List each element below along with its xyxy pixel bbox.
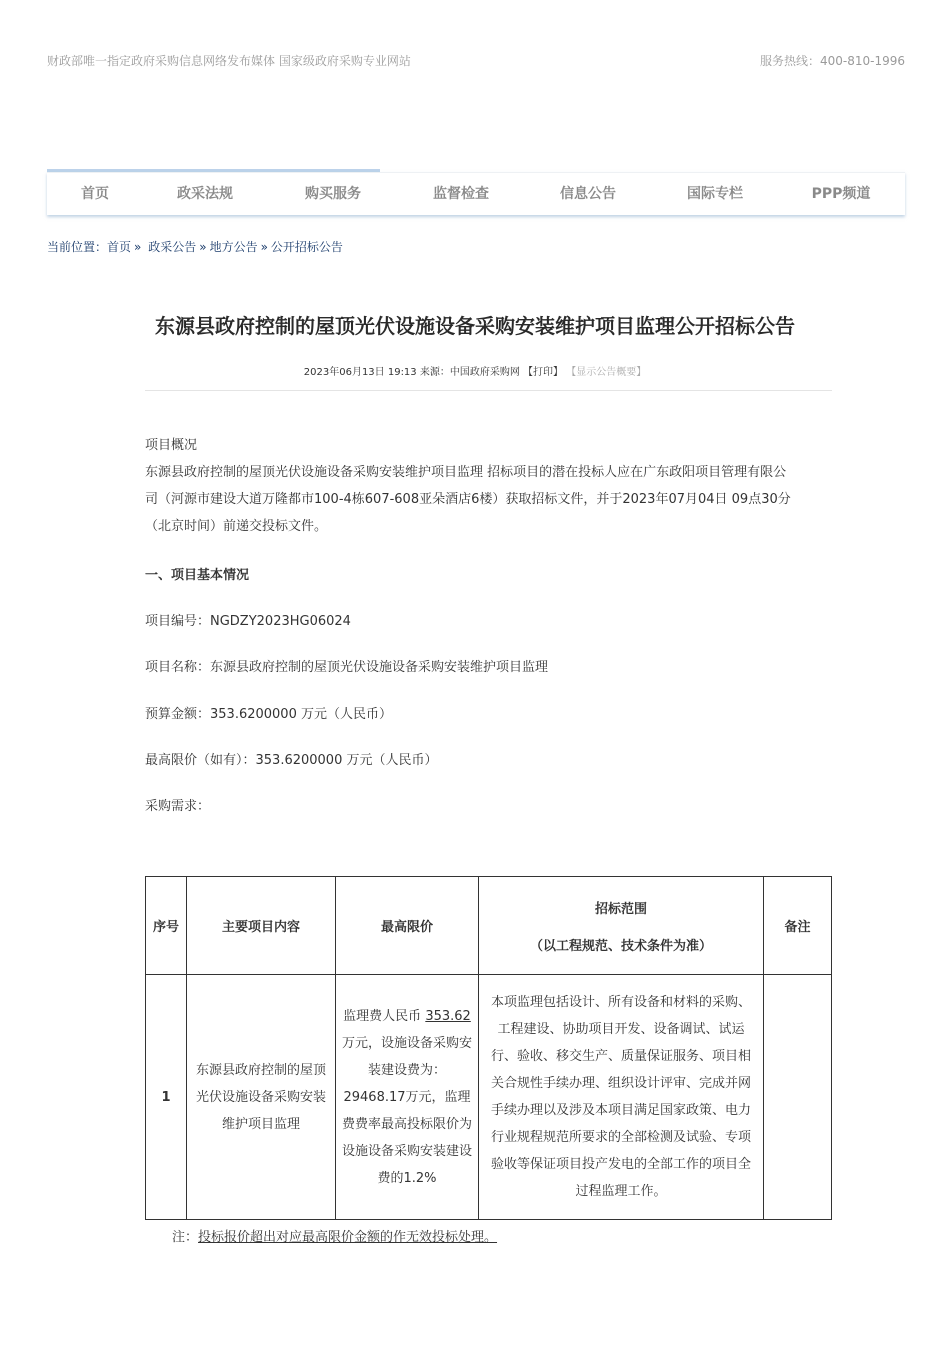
header-scope xyxy=(479,877,764,975)
cell-content-line: 东源县政府控制的屋顶 xyxy=(195,1062,326,1078)
nav-item-home[interactable]: 首页 xyxy=(81,186,109,202)
nav-item-ppp[interactable]: PPP频道 xyxy=(811,186,871,202)
project-number: 项目编号：NGDZY2023HG06024 xyxy=(145,614,351,629)
cell-scope xyxy=(479,975,764,1220)
breadcrumb xyxy=(47,238,343,255)
breadcrumb-open-tender[interactable]: 公开招标公告 xyxy=(270,240,343,254)
header-no: 序号 xyxy=(146,877,187,975)
max-price: 最高限价（如有）：353.6200000 万元（人民币） xyxy=(145,753,438,768)
cell-content xyxy=(187,975,336,1220)
cell-scope-line: 过程监理工作。 xyxy=(575,1184,667,1199)
breadcrumb-prefix: 当前位置： xyxy=(47,240,108,254)
overview-text-line: 司（河源市建设大道万隆都市100-4栋607-608亚朵酒店6楼）获取招标文件，并于2023年07月04日 09点30分 xyxy=(145,492,791,507)
main-nav xyxy=(47,172,905,215)
overview-heading: 项目概况 xyxy=(145,438,198,453)
cell-no: 1 xyxy=(146,975,187,1220)
cell-max-amount: 353.62 xyxy=(425,1008,471,1024)
breadcrumb-separator: » xyxy=(260,240,268,254)
section-heading: 一、项目基本情况 xyxy=(145,568,250,583)
nav-item-international[interactable]: 国际专栏 xyxy=(687,186,743,202)
breadcrumb-gov-announcements[interactable]: 政采公告 xyxy=(148,240,197,254)
service-hotline: 服务热线：400-810-1996 xyxy=(759,54,905,68)
cell-scope-line: 手续办理以及涉及本项目满足国家政策、电力 xyxy=(490,1103,751,1118)
overview-block xyxy=(145,432,832,540)
cell-max-line xyxy=(338,1003,476,1030)
cell-scope-line: 关合规性手续办理、组织设计评审、完成并网 xyxy=(490,1076,751,1091)
budget-amount: 预算金额：353.6200000 万元（人民币） xyxy=(145,707,392,722)
breadcrumb-local-announcements[interactable]: 地方公告 xyxy=(209,240,258,254)
header-max-price: 最高限价 xyxy=(336,877,479,975)
article-source: 来源：中国政府采购网 xyxy=(419,367,520,378)
requirements-table xyxy=(145,876,832,1220)
table-note xyxy=(172,1226,497,1245)
show-summary-link[interactable]: 【显示公告概要】 xyxy=(566,367,647,378)
note-prefix: 注： xyxy=(172,1230,199,1245)
cell-max-line: 设施设备采购安装建设 xyxy=(341,1143,472,1159)
breadcrumb-separator: » xyxy=(134,240,142,254)
procurement-demand-label: 采购需求： xyxy=(145,799,211,814)
cell-content-line: 维护项目监理 xyxy=(221,1116,300,1132)
project-name: 项目名称：东源县政府控制的屋顶光伏设施设备采购安装维护项目监理 xyxy=(145,660,549,675)
cell-remark xyxy=(764,975,832,1220)
cell-scope-line: 行、验收、移交生产、质量保证服务、项目相 xyxy=(490,1049,751,1064)
cell-scope-line: 验收等保证项目投产发电的全部工作的项目全 xyxy=(490,1157,751,1172)
header-remark: 备注 xyxy=(764,877,832,975)
cell-scope-line: 行业规程规范所要求的全部检测及试验、专项 xyxy=(490,1130,751,1145)
print-link[interactable]: 【打印】 xyxy=(523,367,564,378)
overview-text-line: 东源县政府控制的屋顶光伏设施设备采购安装维护项目监理 招标项目的潜在投标人应在广东政阳项目管理有限公 xyxy=(145,465,787,480)
header-content: 主要项目内容 xyxy=(187,877,336,975)
note-text: 投标报价超出对应最高限价金额的作无效投标处理。 xyxy=(198,1230,498,1245)
divider xyxy=(145,390,832,391)
table-row xyxy=(146,975,832,1220)
header-scope-note: （以工程规范、技术条件为准） xyxy=(529,938,712,954)
nav-item-regulations[interactable]: 政采法规 xyxy=(177,186,233,202)
cell-scope-line: 工程建设、协助项目开发、设备调试、试运 xyxy=(497,1022,745,1037)
nav-item-announcements[interactable]: 信息公告 xyxy=(560,186,616,202)
cell-max-line: 装建设费为： xyxy=(367,1062,446,1078)
article-meta xyxy=(0,363,950,378)
page-title: 东源县政府控制的屋顶光伏设施设备采购安装维护项目监理公开招标公告 xyxy=(155,314,795,338)
nav-item-supervision[interactable]: 监督检查 xyxy=(433,186,489,202)
table-header-row xyxy=(146,877,832,975)
overview-text-line: （北京时间）前递交投标文件。 xyxy=(145,519,328,534)
cell-max-line: 29468.17万元，监理 xyxy=(343,1089,471,1105)
header-scope-title: 招标范围 xyxy=(594,901,647,917)
cell-max-line: 万元，设施设备采购安 xyxy=(341,1035,472,1051)
breadcrumb-home[interactable]: 首页 xyxy=(107,240,132,254)
cell-max-price xyxy=(336,975,479,1220)
cell-max-line: 费费率最高投标限价为 xyxy=(341,1116,472,1132)
cell-max-prefix: 监理费人民币 xyxy=(343,1008,426,1024)
cell-content-line: 光伏设施设备采购安装 xyxy=(195,1089,326,1105)
cell-max-line: 费的1.2% xyxy=(377,1170,437,1186)
breadcrumb-separator: » xyxy=(199,240,207,254)
site-slogan: 财政部唯一指定政府采购信息网络发布媒体 国家级政府采购专业网站 xyxy=(47,54,411,68)
cell-scope-line: 本项监理包括设计、所有设备和材料的采购、 xyxy=(490,995,751,1010)
publish-datetime: 2023年06月13日 19:13 xyxy=(303,367,417,378)
nav-item-purchase-services[interactable]: 购买服务 xyxy=(305,186,361,202)
